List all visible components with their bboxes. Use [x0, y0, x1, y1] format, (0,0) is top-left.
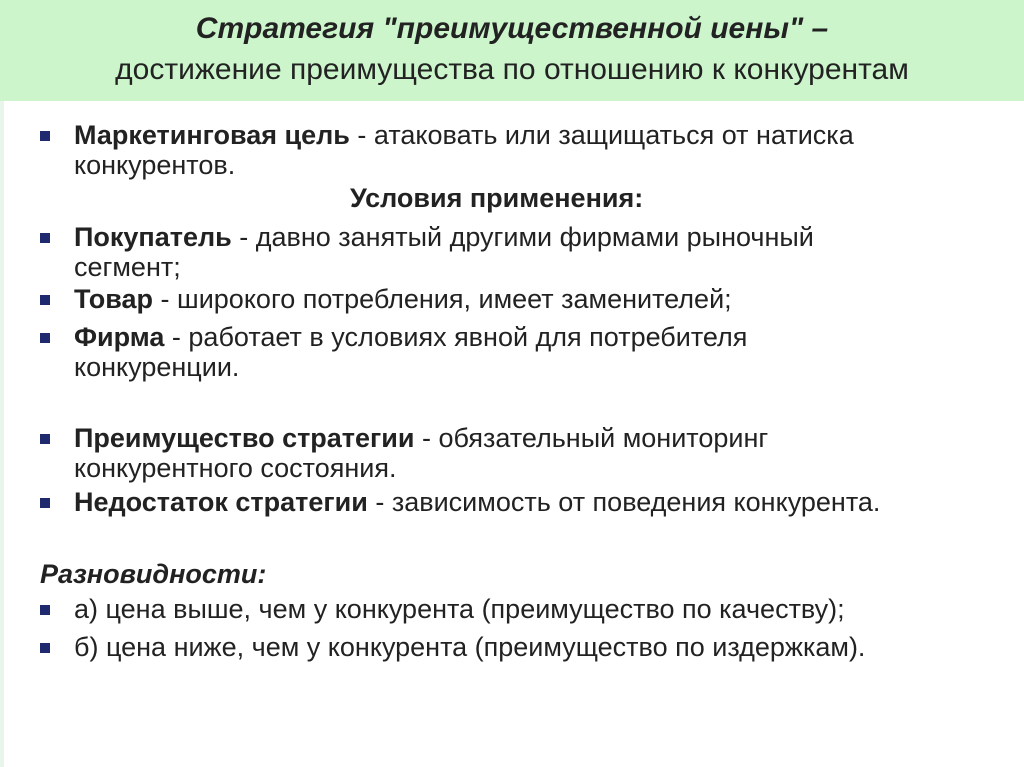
bullet-icon [40, 643, 50, 653]
item-term: Преимущество стратегии [74, 423, 415, 453]
item-desc: - зависимость от поведения конкурента. [367, 487, 881, 517]
item-desc: - обязательный мониторинг [414, 423, 769, 453]
item-desc: - широкого потребления, имеет заменителей; [153, 284, 732, 314]
item-term: Товар [74, 284, 154, 314]
conditions-heading: Условия применения: [350, 183, 644, 213]
bullet-icon [40, 333, 50, 343]
list-item-buyer [74, 222, 1004, 282]
item-desc: - работает в условиях явной для потребителя [164, 322, 748, 352]
bullet-icon [40, 131, 50, 141]
left-stripe [0, 0, 4, 767]
list-item-advantage [74, 423, 1004, 483]
item-term: Покупатель [74, 222, 232, 252]
bullet-icon [40, 605, 50, 615]
item-term: Недостаток стратегии [74, 487, 368, 517]
slide-subtitle: достижение преимущества по отношению к конкурентам [115, 53, 909, 86]
list-item-disadvantage [74, 487, 1004, 517]
bullet-icon [40, 233, 50, 243]
title-band [0, 0, 1024, 101]
slide-title: Стратегия "преимущественной иены" – [195, 12, 829, 45]
item-cont: конкуренции. [74, 352, 240, 382]
variety-item: б) цена ниже, чем у конкурента (преимущество по издержкам). [74, 632, 866, 662]
item-desc: - атаковать или защищаться от натиска [349, 120, 854, 150]
item-term: Маркетинговая цель [74, 120, 350, 150]
bullet-icon [40, 295, 50, 305]
list-item-marketing-goal [74, 120, 1004, 180]
list-item-product [74, 284, 1004, 314]
bullet-icon [40, 434, 50, 444]
variety-item: а) цена выше, чем у конкурента (преимущество по качеству); [74, 594, 845, 624]
item-desc: - давно занятый другими фирмами рыночный [231, 222, 814, 252]
list-item-firm [74, 322, 1004, 382]
item-cont: конкурентного состояния. [74, 453, 397, 483]
item-cont: конкурентов. [74, 150, 236, 180]
item-cont: сегмент; [74, 252, 181, 282]
bullet-icon [40, 498, 50, 508]
varieties-heading: Разновидности: [40, 559, 267, 589]
item-term: Фирма [74, 322, 165, 352]
